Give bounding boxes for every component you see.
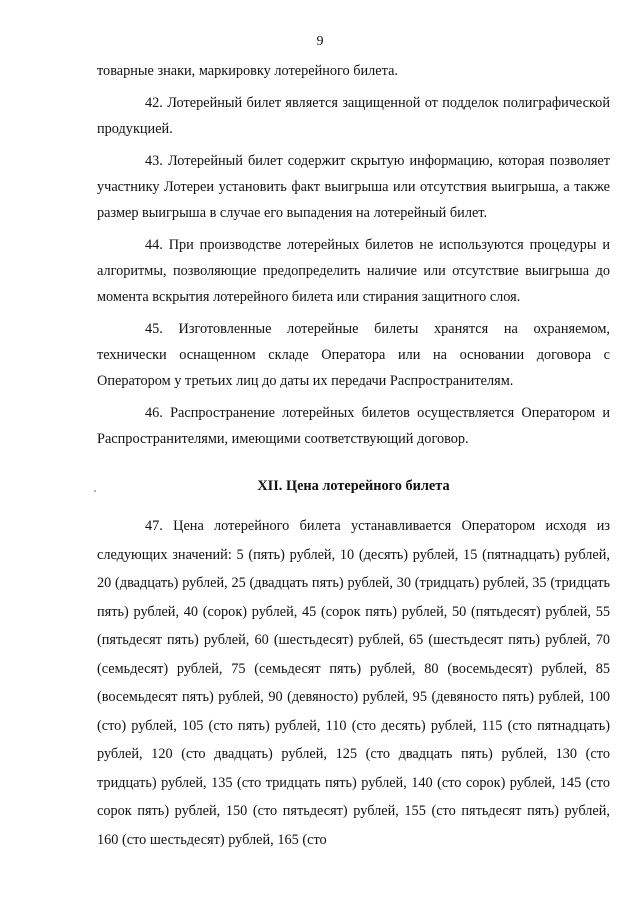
section-heading: XII. Цена лотерейного билета — [257, 478, 450, 494]
section-xii-body — [97, 512, 610, 854]
page-number: 9 — [316, 34, 324, 49]
scan-speck — [94, 490, 96, 492]
paragraph-45: 45. Изготовленные лотерейные билеты хранятся на охраняемом, технически оснащенном складе Оператора или на основании договора с Оператором у третьих лиц до даты их передачи Распространителям. — [97, 321, 610, 389]
section-xi-continuation — [97, 58, 610, 452]
paragraph-47: 47. Цена лотерейного билета устанавливается Оператором исходя из следующих значений: 5 (пять) рублей, 10 (десять) рублей, 15 (пятнадцать) рублей, 20 (двадцать) рублей, 25 (двадцать пять) рублей, 30 (тридцать) рублей, 35 (тридцать пять) рублей, 40 (сорок) рублей, 45 (сорок пять) рублей, 50 (пятьдесят) рублей, 55 (пятьдесят пять) рублей, 60 (шестьдесят) рублей, 65 (шестьдесят пять) рублей, 70 (семьдесят) рублей, 75 (семьдесят пять) рублей, 80 (восемьдесят) рублей, 85 (восемьдесят пять) рублей, 90 (девяносто) рублей, 95 (девяносто пять) рублей, 100 (сто) рублей, 105 (сто пять) рублей, 110 (сто десять) рублей, 115 (сто пятнадцать) рублей, 120 (сто двадцать) рублей, 125 (сто двадцать пять) рублей, 130 (сто тридцать) рублей, 135 (сто тридцать пять) рублей, 140 (сто сорок) рублей, 145 (сто сорок пять) рублей, 150 (сто пятьдесят) рублей, 155 (сто пятьдесят пять) рублей, 160 (сто шестьдесят) рублей, 165 (сто — [97, 518, 610, 848]
paragraph-44: 44. При производстве лотерейных билетов не используются процедуры и алгоритмы, позволяющие предопределить наличие или отсутствие выигрыша до момента вскрытия лотерейного билета или стирания защитного слоя. — [97, 237, 610, 305]
paragraph-41-end: товарные знаки, маркировку лотерейного билета. — [97, 63, 398, 79]
paragraph-42: 42. Лотерейный билет является защищенной от подделок полиграфической продукцией. — [97, 95, 610, 137]
paragraph-43: 43. Лотерейный билет содержит скрытую информацию, которая позволяет участнику Лотереи установить факт выигрыша или отсутствия выигрыша, а также размер выигрыша в случае его выпадения на лотерейный билет. — [97, 153, 610, 221]
paragraph-46: 46. Распространение лотерейных билетов осуществляется Оператором и Распространителями, имеющими соответствующий договор. — [97, 405, 610, 447]
